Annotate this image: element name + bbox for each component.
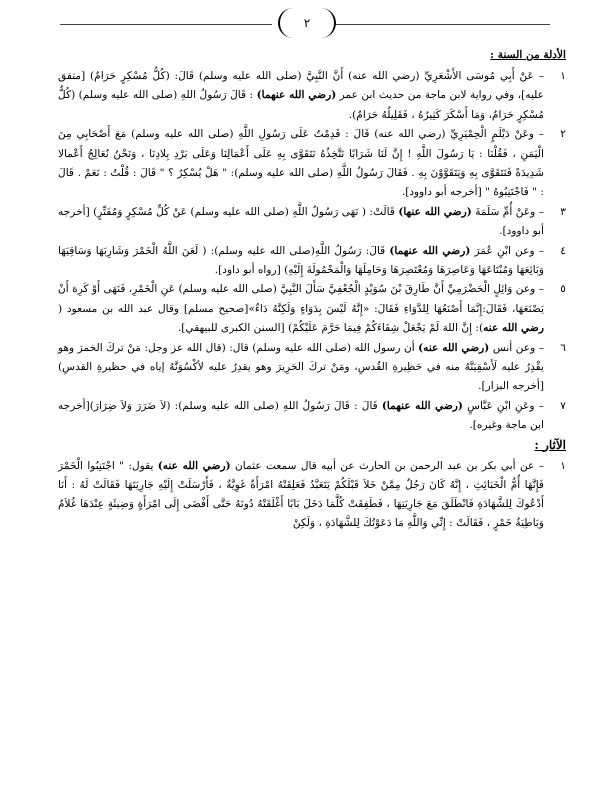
athar-title: الآثار : <box>534 437 566 452</box>
item-number: ٦ <box>560 341 566 354</box>
item-number: ٤ <box>560 244 566 257</box>
item-text: – وعن وَائِلٍ الْحَضْرَمِيِّ أَنَّ طَارِقَ بْنَ سُوَيْدٍ الْجُعْفِيَّ سَأَلَ النَّبِيَّ (صلى الله عليه وسلم) عَنِ الْخَمْرِ، فَنَهَى أَوْ كَرِهَ أَنْ يَصْنَعَهَا، فَقَالَ:إِنَّمَا أَصْنَعُهَا لِلدَّوَاءِ فَقَالَ: «إِنَّهُ لَيْسَ بِدَوَاءٍ وَلَكِنَّهُ دَاءٌ»[صحيح مسلم] وقال عبد الله بن مسعود ( رضي الله عنه): إِنَّ اللهَ لَمْ يَجْعَلْ شِفَاءَكُمْ فِيمَا حَرَّمَ عَلَيْكُمْ) [السنن الكبرى للبيهقي]. <box>58 283 544 334</box>
item-text: – وعَنْ دَيْلَمٍ الْحِمْيَرِيِّ (رضي الله عنه) قَالَ : قَدِمْتُ عَلَى رَسُولِ اللَّهِ (صلى الله عليه وسلم) مَعَ أَصْحَابِي مِنَ الْيَمَنِ ، فَقُلْنَا : يَا رَسُولَ اللَّهِ ! إِنَّ لَنَا شَرَابًا نَتَّخِذُهُ نَتَقَوَّى بِهِ عَلَى أَعْمَالِنَا وَعَلَى بَرْدِ بِلادِنَا ، وَنَحْنُ نُعَالِجُ أَعْمالا شَدِيدَةً فَنَتَقَوَّى بِهِ وَيَتَقَوَّوْنَ بِهِ . فَقَالَ رَسُولُ اللَّهِ (صلى الله عليه وسلم): " هَلْ يُسْكِرُ ؟ " قَالَ : قُلْتُ : نَعَمْ . قَالَ : " فَاجْتَنِبُوهُ " [أخرجه أبو داوود]. <box>58 128 544 198</box>
hadith-item <box>58 125 566 202</box>
item-number: ٣ <box>560 205 566 218</box>
item-number: ٧ <box>560 399 566 412</box>
page-number: ٢ <box>303 16 311 30</box>
header-rule-right <box>336 24 550 25</box>
page-number-box <box>278 8 336 38</box>
hadith-item <box>58 397 566 435</box>
item-text: – وعن ابْنِ عُمَرَ (رضي الله عنهما) قَالَ: رَسُولُ اللَّهِ(صلى الله عليه وسلم): ( لَعَنَ اللَّهُ الْخَمْرَ وَشَارِبَهَا وَسَاقِيَهَا وَبَائِعَهَا وَمُبْتَاعَهَا وَعَاصِرَهَا وَمُعْتَصِرَهَا وَحَامِلَهَا وَالْمَحْمُولَةَ إِلَيْهِ) [رواه أبو داود]. <box>58 244 544 276</box>
hadith-item <box>58 242 566 280</box>
item-text: – وعَنِ ابْنِ عَبَّاسٍ (رضي الله عنهما) قَالَ : قَالَ رَسُولُ اللهِ (صلى الله عليه وسلم): (لاَ ضَرَرَ وَلاَ ضِرَارَ)[أخرجه ابن ماجة وغيره]. <box>58 399 544 431</box>
item-text: – وعن أنس (رضي الله عنه) أن رسول الله (صلى الله عليه وسلم) قال: (قال الله عز وجل: مَنْ تركَ الخمرَ وهو يقْدِرُ عليه لَأَسْقِيَنَّهُ منه في حَظِيرةِ القُدسِ، ومَنْ تركَ الحَرِيرَ وهو يقدِرُ عليه لأكْسُوَنَّهُ إياه في حظيرةِ القدسِ)[أخرجه البزار]. <box>58 341 544 392</box>
item-number: ٥ <box>560 283 566 296</box>
page-content <box>58 46 566 534</box>
item-text: – عن أبي بكر بن عبد الرحمن بن الحارث عن أبيه قال سمعت عثمان (رضي الله عنه) يقول: " اجْتَنِبُوا الْخَمْرَ فَإِنَّهَا أُمُّ الْخَبَائِثِ ، إِنَّهُ كَانَ رَجُلٌ مِمَّنْ خَلاَ قَبْلَكُمْ يَتَعَبَّدُ فَعَلِقَتْهُ امْرَأَةٌ غَوِيَّةٌ ، فَأَرْسَلَتْ إِلَيْهِ جَارِيَتَهَا فَقَالَتْ لَهُ : أَنَا أَدْعُوكَ لِلشَّهَادَةِ فَانْطَلَقَ مَعَ جَارِيَتِهَا ، فَطَفِقَتْ كُلَّمَا دَخَلَ بَابًا أَغْلَقَتْهُ دُونَهُ حَتَّى أَفْضَى إِلَى امْرَأَةٍ وَضِيئَةٍ عِنْدَهَا غُلاَمٌ وَبَاطِيَةُ خَمْرٍ ، فَقَالَتْ : إِنِّي وَاللَّهِ مَا دَعَوْتُكَ لِلشَّهَادَةِ ، وَلَكِنْ <box>58 459 544 530</box>
athar-item <box>58 457 566 534</box>
section-title: الأدلة من السنة : <box>490 49 566 61</box>
hadith-item <box>58 67 566 125</box>
header-rule-left <box>60 24 272 25</box>
item-text: – عَنْ أَبِي مُوسَى الأَشْعَرِيِّ (رضي الله عنه) أَنَّ النَّبِيَّ (صلى الله عليه وسلم) قَالَ: (كُلُّ مُسْكِرٍ حَرَامٌ) [متفق عليه]، وفي رواية لابن ماجة من حديث ابن عمر (رضي الله عنهما) : قَالَ رَسُولُ اللهِ (صلى الله عليه وسلم) (كُلُّ مُسْكِرٍ حَرَامٌ، وَمَا أَسْكَرَ كَثِيرُهُ ، فَقَلِيلُهُ حَرَامٌ). <box>58 70 545 121</box>
item-number: ٢ <box>560 128 566 141</box>
item-number: ١ <box>560 459 566 472</box>
page-header <box>0 6 612 40</box>
hadith-item <box>58 339 566 397</box>
hadith-item <box>58 280 566 338</box>
item-text: – وعَنْ أُمِّ سَلَمَةَ (رضي الله عنها) قَالَتْ: ( نَهَى رَسُولُ اللَّهِ (صلى الله عليه وسلم) عَنْ كُلِّ مُسْكِرٍ وَمُفَتِّرٍ) [أخرجه أبو داوود]. <box>58 205 544 237</box>
item-number: ١ <box>560 70 566 83</box>
hadith-item <box>58 203 566 241</box>
